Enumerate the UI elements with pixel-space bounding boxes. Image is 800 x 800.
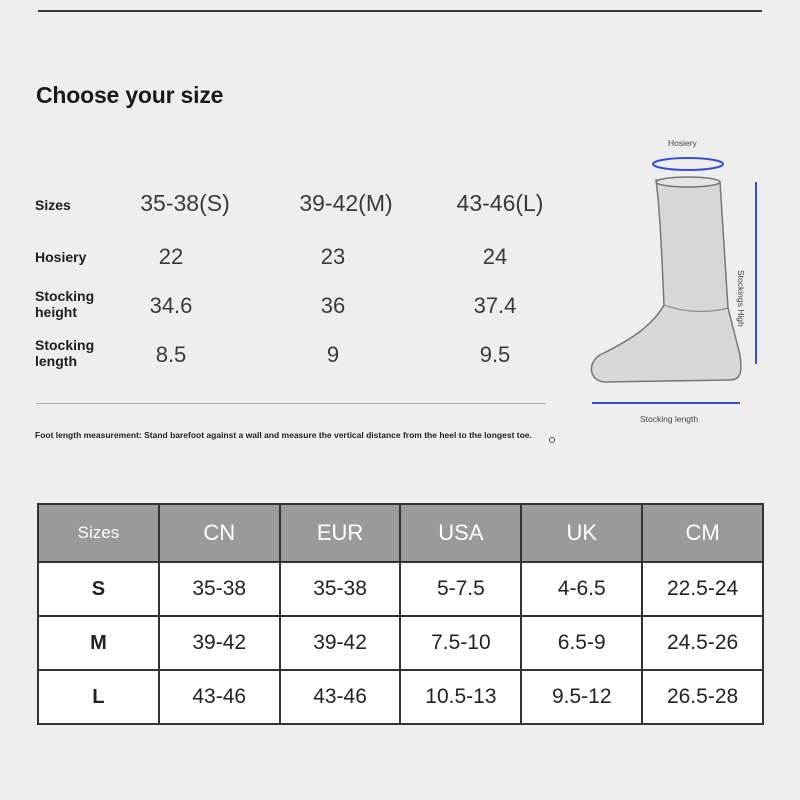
diagram-hosiery-label: Hosiery [668,138,697,148]
table-header-row [38,504,763,562]
dot-mark [549,437,555,443]
table-header-cell: CM [642,504,763,562]
table-row [38,670,763,724]
table-cell: L [38,670,159,724]
sock-opening [656,177,720,187]
spec-value: 37.4 [473,293,517,318]
spec-value: 39-42(M) [299,190,393,216]
spec-value: 24 [482,244,508,269]
table-header-cell: EUR [280,504,401,562]
spec-row-height [0,288,600,328]
table-cell: 9.5-12 [521,670,642,724]
spec-row-hosiery [0,244,600,284]
table-cell: 4-6.5 [521,562,642,616]
spec-value: 43-46(L) [456,190,544,216]
table-header-cell: UK [521,504,642,562]
spec-row-length [0,337,600,377]
table-cell: M [38,616,159,670]
divider [36,403,546,404]
table-header-cell: Sizes [38,504,159,562]
table-cell: 10.5-13 [400,670,521,724]
spec-value: 36 [320,293,346,318]
sock-icon [580,130,790,430]
table-row [38,616,763,670]
table-cell: 26.5-28 [642,670,763,724]
table-cell: 7.5-10 [400,616,521,670]
size-conversion-table [37,503,764,725]
table-header-cell: USA [400,504,521,562]
table-cell: 35-38 [280,562,401,616]
measurement-note: Foot length measurement: Stand barefoot against a wall and measure the vertical distance from the heel to the longest toe. [35,430,532,440]
spec-row-sizes [0,190,600,230]
table-cell: 5-7.5 [400,562,521,616]
spec-value: 9 [326,342,340,367]
sock-diagram [580,130,790,430]
top-rule [38,10,762,12]
table-cell: 6.5-9 [521,616,642,670]
table-cell: S [38,562,159,616]
page-title: Choose your size [36,82,224,108]
sock-shape [591,180,741,382]
spec-label-length: Stocking length [35,337,95,369]
hosiery-measure-icon [653,158,723,170]
table-cell: 43-46 [280,670,401,724]
table-cell: 39-42 [280,616,401,670]
table-header-cell: CN [159,504,280,562]
spec-label-height: Stocking height [35,288,95,320]
spec-value: 9.5 [479,342,511,367]
table-cell: 22.5-24 [642,562,763,616]
spec-label-sizes: Sizes [35,197,71,213]
table-cell: 39-42 [159,616,280,670]
spec-label-hosiery: Hosiery [35,249,87,265]
table-cell: 35-38 [159,562,280,616]
diagram-length-label: Stocking length [640,414,699,424]
table-cell: 43-46 [159,670,280,724]
table-cell: 24.5-26 [642,616,763,670]
spec-value: 35-38(S) [140,190,230,216]
spec-value: 22 [158,244,184,269]
spec-value: 23 [320,244,346,269]
spec-value: 8.5 [155,342,187,367]
spec-value: 34.6 [149,293,193,318]
table-row [38,562,763,616]
diagram-height-label: Stockings High [736,270,746,327]
